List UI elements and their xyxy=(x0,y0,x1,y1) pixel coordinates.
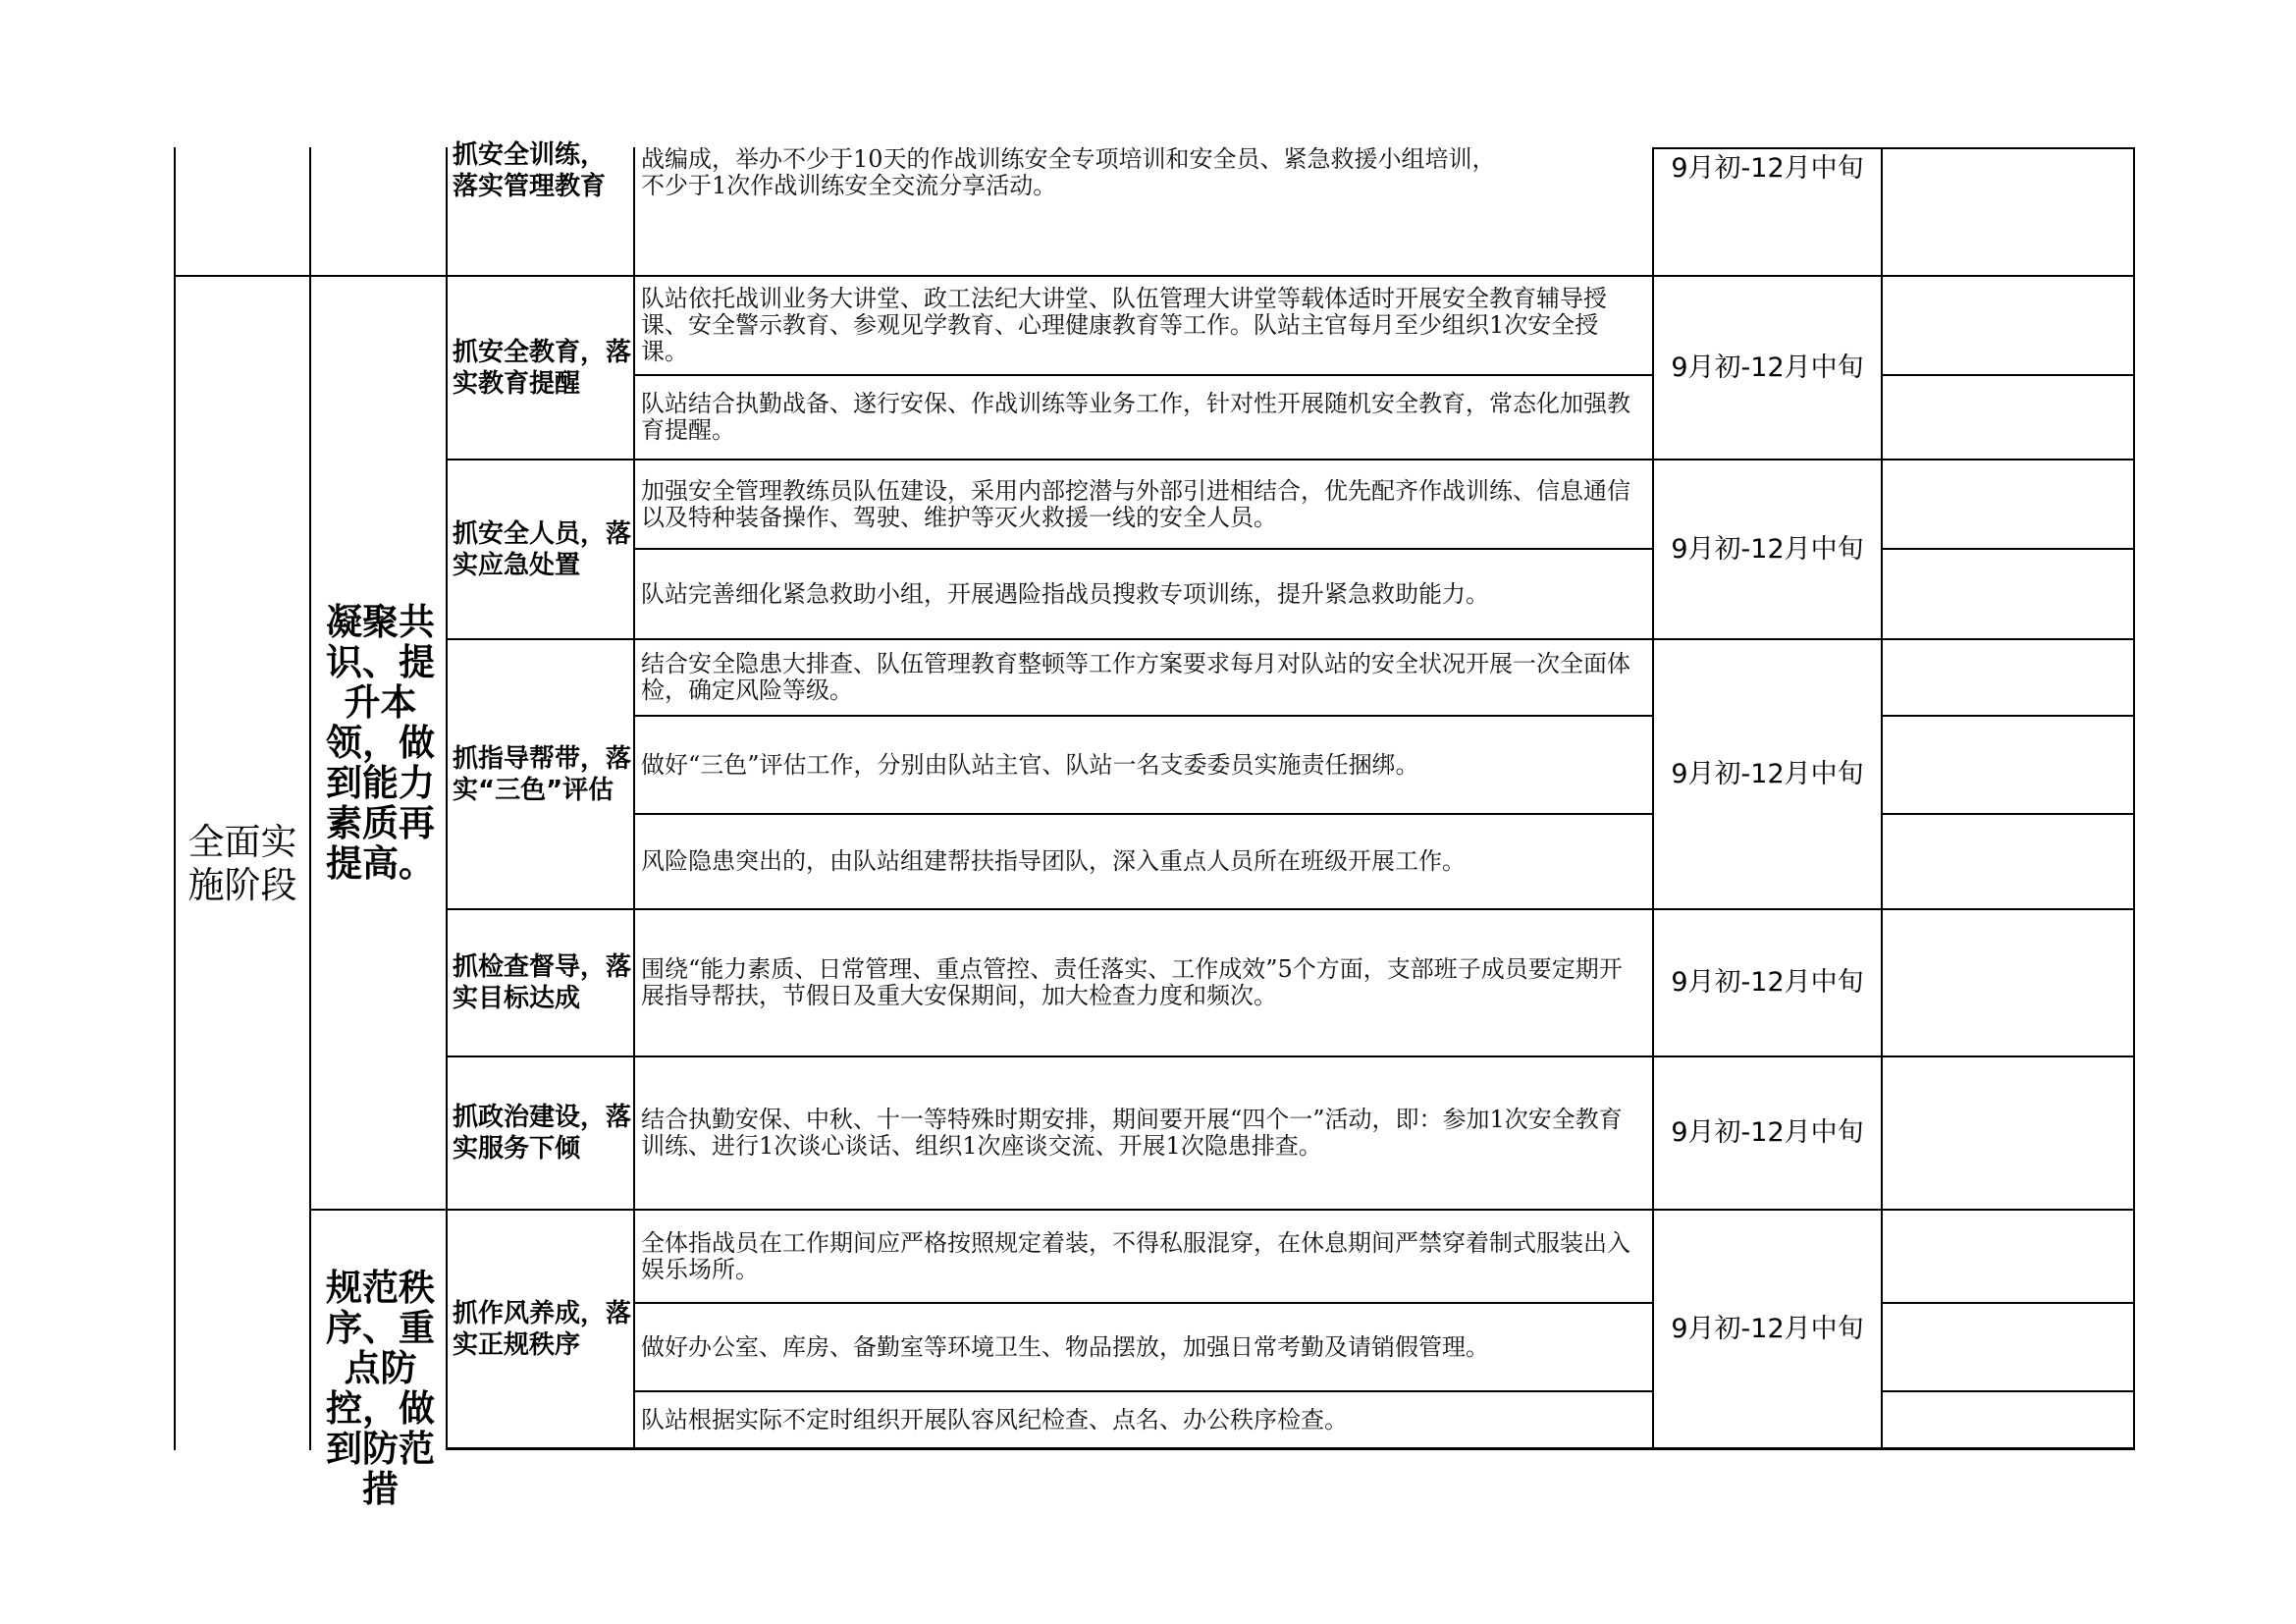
desc-cell: 做好办公室、库房、备勤室等环境卫生、物品摆放，加强日常考勤及请销假管理。 xyxy=(641,1332,1489,1361)
desc-cell: 做好“三色”评估工作，分别由队站主官、队站一名支委委员实施责任捆绑。 xyxy=(641,750,1419,779)
stage-label: 全面实施阶段 xyxy=(187,820,297,906)
task-cell xyxy=(448,910,633,1056)
desc-cell: 风险隐患突出的，由队站组建帮扶指导团队，深入重点人员所在班级开展工作。 xyxy=(641,847,1466,875)
task-line: 落实管理教育 xyxy=(453,172,607,201)
sub-phase-cell-1 xyxy=(311,277,446,1209)
sub-phase-cell-2 xyxy=(311,1211,446,1510)
task-label: 抓作风养成，落实正规秩序 xyxy=(453,1298,632,1360)
date-cell: 9月初-12月中旬 xyxy=(1671,533,1864,565)
task-line: 抓安全训练， xyxy=(453,140,607,170)
task-cell xyxy=(448,1211,633,1447)
task-label: 抓检查督导，落实目标达成 xyxy=(453,952,632,1013)
task-label: 抓安全人员，落实应急处置 xyxy=(453,518,632,580)
date-cell: 9月初-12月中旬 xyxy=(1671,967,1864,998)
task-cell xyxy=(448,1057,633,1209)
desc-cell: 加强安全管理教练员队伍建设，采用内部挖潜与外部引进相结合，优先配齐作战训练、信息通信以及特种装备操作、驾驶、维护等灭火救援一线的安全人员。 xyxy=(641,476,1630,531)
task-label: 抓安全教育，落实教育提醒 xyxy=(453,337,632,399)
date-cell: 9月初-12月中旬 xyxy=(1671,1313,1864,1344)
desc-cell: 队站依托战训业务大讲堂、政工法纪大讲堂、队伍管理大讲堂等载体适时开展安全教育辅导授课、安全警示教育、参观见学教育、心理健康教育等工作。队站主官每月至少组织1次安全授课。 xyxy=(641,285,1607,365)
grid-line xyxy=(1881,715,2135,717)
grid-line xyxy=(1881,1390,2135,1392)
task-cell xyxy=(448,277,633,459)
date-cell: 9月初-12月中旬 xyxy=(1671,352,1864,383)
grid-line xyxy=(1881,548,2135,550)
stage-cell xyxy=(176,277,309,1450)
desc-cell: 结合安全隐患大排查、队伍管理教育整顿等工作方案要求每月对队站的安全状况开展一次全面体检，确定风险等级。 xyxy=(641,650,1630,704)
sub-phase-label: 凝聚共识、提升本领，做到能力素质再提高。 xyxy=(326,601,435,885)
desc-cell: 结合执勤安保、中秋、十一等特殊时期安排，期间要开展“四个一”活动，即：参加1次安全教育训练、进行1次谈心谈话、组织1次座谈交流、开展1次隐患排查。 xyxy=(641,1106,1623,1160)
task-label: 抓指导帮带，落实“三色”评估 xyxy=(453,743,632,805)
task-cell xyxy=(448,460,633,638)
task-cell-continued xyxy=(448,139,633,275)
desc-cell: 围绕“能力素质、日常管理、重点管控、责任落实、工作成效”5个方面，支部班子成员要定期开展指导帮扶，节假日及重大安保期间，加大检查力度和频次。 xyxy=(641,955,1623,1009)
date-cell-continued: 9月初-12月中旬 xyxy=(1671,153,1864,184)
desc-cell: 队站根据实际不定时组织开展队容风纪检查、点名、办公秩序检查。 xyxy=(641,1405,1348,1434)
desc-cell: 队站结合执勤战备、遂行安保、作战训练等业务工作，针对性开展随机安全教育，常态化加强教育提醒。 xyxy=(641,390,1630,444)
desc-cell: 全体指战员在工作期间应严格按照规定着装，不得私服混穿，在休息期间严禁穿着制式服装出入娱乐场所。 xyxy=(641,1228,1630,1283)
task-cell xyxy=(448,640,633,908)
desc-cell-continued xyxy=(635,147,1652,275)
desc-cell: 队站完善细化紧急救助小组，开展遇险指战员搜救专项训练，提升紧急救助能力。 xyxy=(641,579,1489,608)
grid-line xyxy=(446,1447,2135,1450)
grid-line xyxy=(2133,147,2135,1450)
task-label: 抓政治建设，落实服务下倾 xyxy=(453,1103,632,1164)
grid-line xyxy=(1881,374,2135,376)
grid-line xyxy=(1881,147,1883,1450)
grid-line xyxy=(1881,1302,2135,1304)
date-cell: 9月初-12月中旬 xyxy=(1671,1117,1864,1148)
date-cell: 9月初-12月中旬 xyxy=(1671,758,1864,789)
desc-line: 战编成，举办不少于10天的作战训练安全专项培训和安全员、紧急救援小组培训， xyxy=(641,145,1496,173)
sub-phase-label: 规范秩序、重点防控，做到防范措 xyxy=(326,1267,435,1510)
grid-line xyxy=(1881,813,2135,815)
desc-line: 不少于1次作战训练安全交流分享活动。 xyxy=(641,172,1057,199)
